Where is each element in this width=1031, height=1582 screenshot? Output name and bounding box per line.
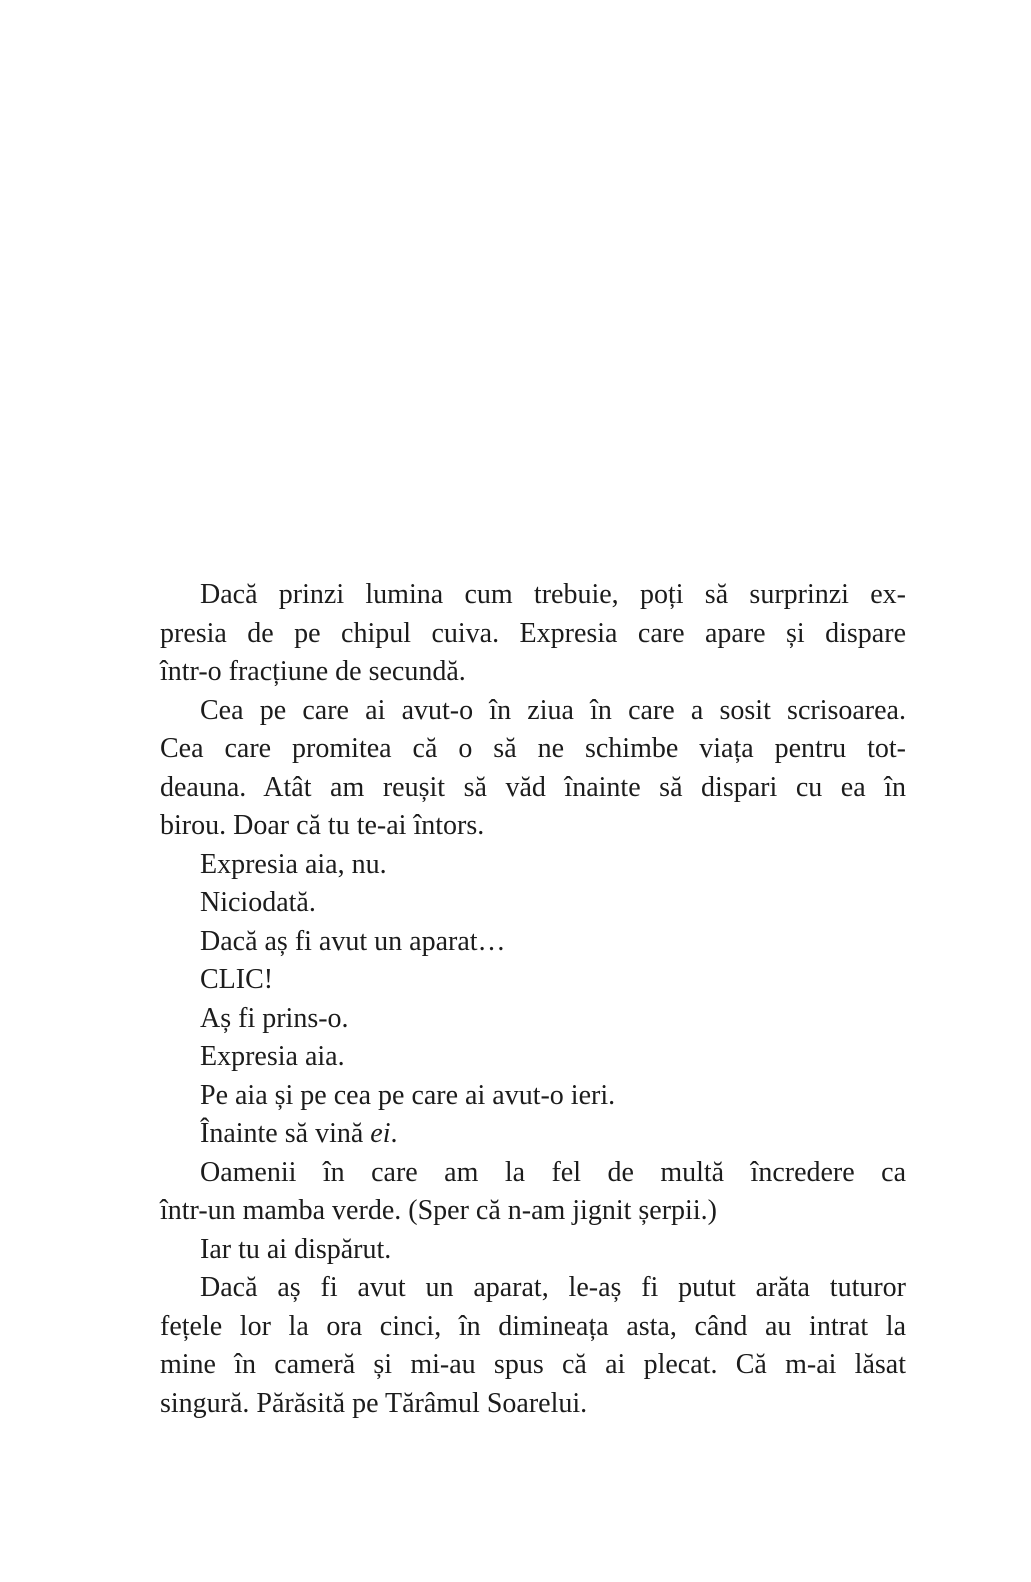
text-line: Expresia aia, nu. [200,848,387,880]
paragraph [160,1154,906,1231]
paragraph [160,1231,906,1270]
text-line: Niciodată. [200,887,316,918]
text-line: Dacă aș fi avut un aparat… [200,925,506,957]
text-line: într-un mamba verde. (Sper că n-am jignit șerpii.) [160,1195,717,1226]
paragraph [160,923,906,962]
text-line: mine în cameră și mi-au spus că ai plecat. Că m-ai lăsat [160,1349,906,1380]
text-line: Înainte să vină ei. [200,1118,398,1149]
text-line: deauna. Atât am reușit să văd înainte să dispari cu ea în [160,771,906,803]
text-line: Oamenii în care am la fel de multă încredere ca [200,1156,906,1188]
paragraph [160,1038,906,1077]
text-line: Iar tu ai dispărut. [200,1233,392,1265]
paragraph [160,1115,906,1154]
body-text-block [160,576,906,1423]
text-line: Pe aia și pe cea pe care ai avut-o ieri. [200,1079,616,1111]
text-line: Aș fi prins-o. [200,1002,349,1034]
text-line: într-o fracțiune de secundă. [160,656,466,687]
text-line: presia de pe chipul cuiva. Expresia care apare și dispare [160,617,906,649]
text-line: Dacă aș fi avut un aparat, le-aș fi putut arăta tuturor [200,1272,906,1303]
text-line: fețele lor la ora cinci, în dimineața asta, când au intrat la [160,1310,906,1342]
text-line: birou. Doar că tu te-ai întors. [160,810,485,841]
paragraph [160,884,906,923]
text-line: CLIC! [200,964,274,995]
paragraph [160,1077,906,1116]
paragraph [160,1269,906,1423]
paragraph [160,1000,906,1039]
paragraph [160,692,906,846]
text-line: Dacă prinzi lumina cum trebuie, poți să surprinzi ex- [200,579,906,610]
paragraph [160,846,906,885]
text-line: singură. Părăsită pe Tărâmul Soarelui. [160,1387,588,1419]
text-line: Cea pe care ai avut-o în ziua în care a sosit scrisoarea. [200,694,906,726]
text-line: Cea care promitea că o să ne schimbe viața pentru tot- [160,733,906,764]
paragraph [160,961,906,1000]
text-line: Expresia aia. [200,1041,345,1072]
italic-text: ei [370,1118,391,1149]
paragraph [160,576,906,692]
